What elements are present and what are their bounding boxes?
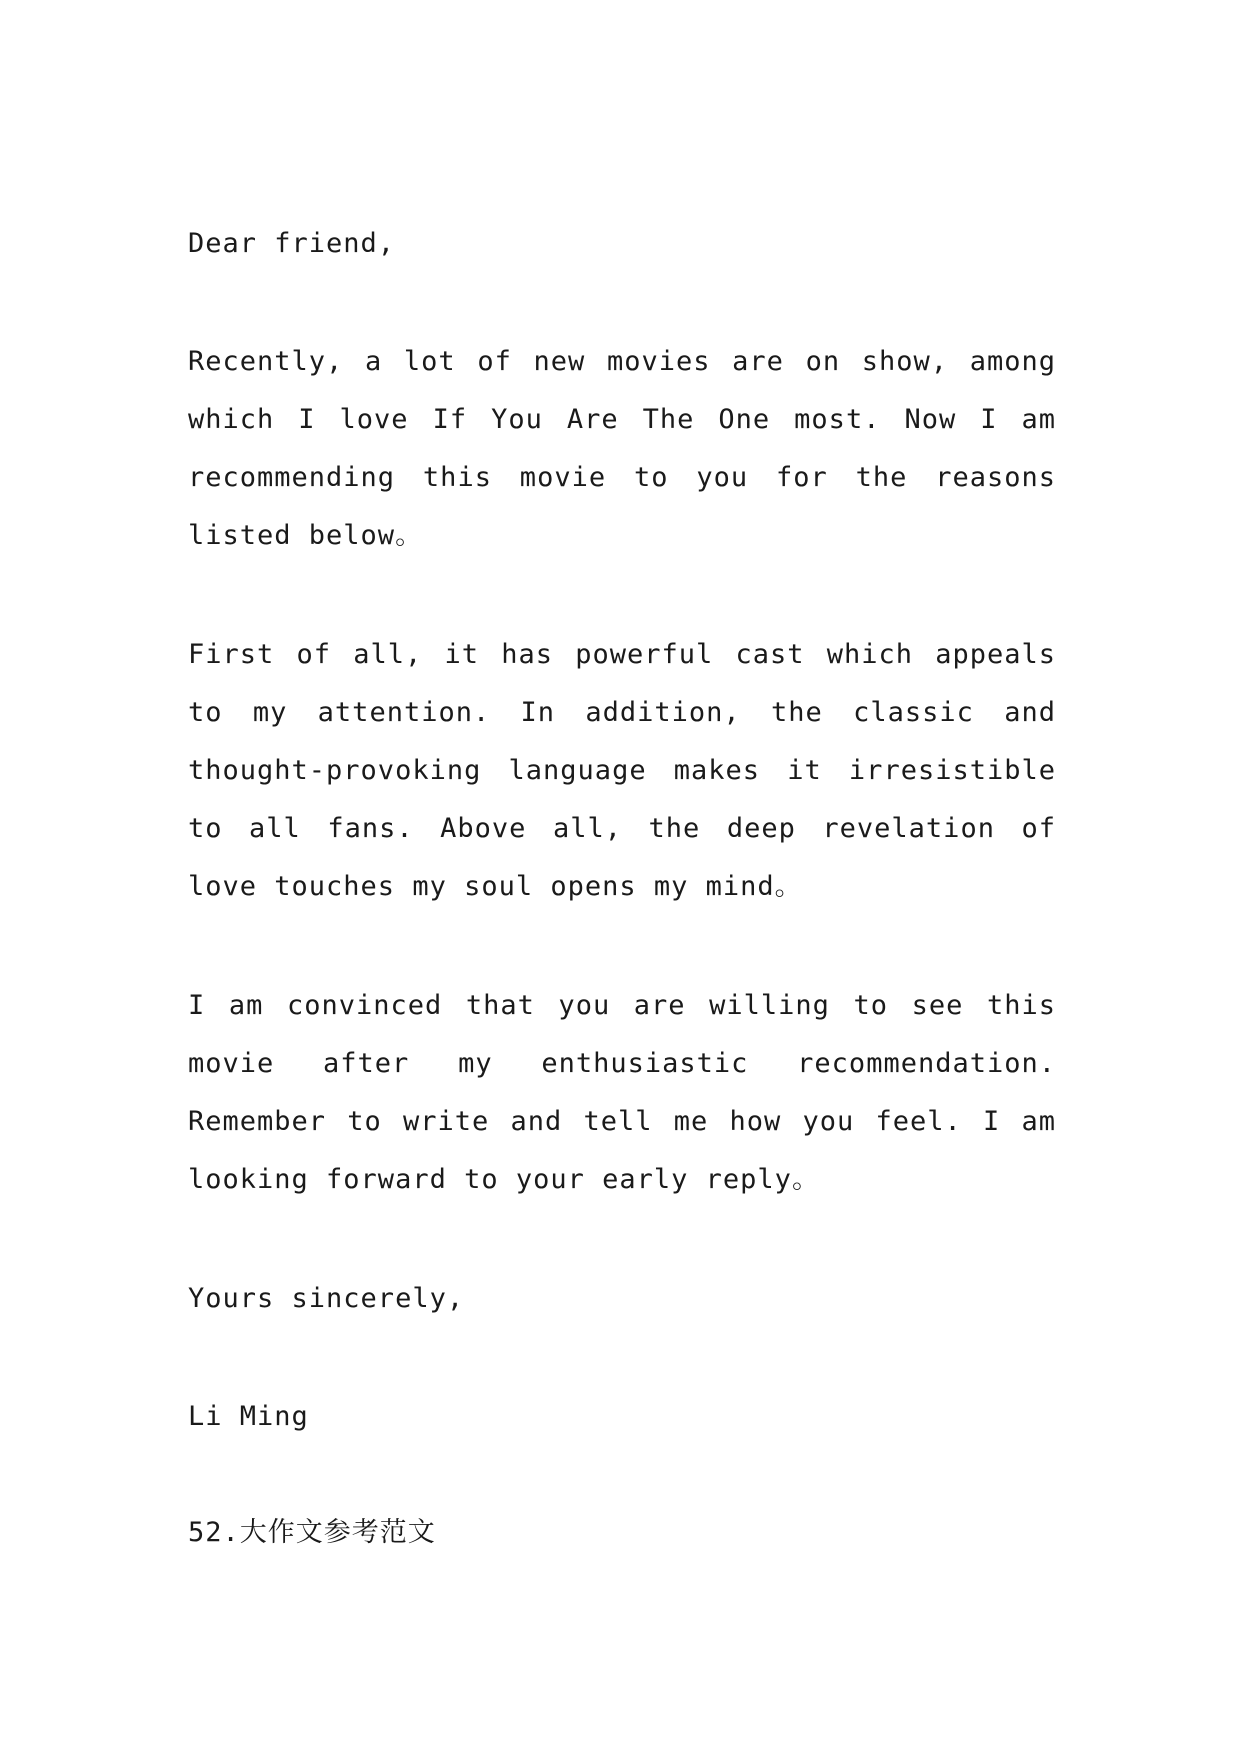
letter-paragraph-3: I am convinced that you are willing to see this movie after my enthusiastic recommendation. Remember to write and tell me how you feel. I am looking forward to your early reply。: [188, 990, 1056, 1195]
letter-paragraph-1: Recently, a lot of new movies are on show, among which I love If You Are The One most. Now I am recommending this movie to you for the reasons listed below。: [188, 346, 1056, 551]
section-heading: 52.大作文参考范文: [188, 1517, 436, 1548]
letter-signature: Li Ming: [188, 1401, 309, 1432]
letter-paragraph-2: First of all, it has powerful cast which appeals to my attention. In addition, the classic and thought-provoking language makes it irresistible to all fans. Above all, the deep revelation of love touches my soul opens my mind。: [188, 639, 1056, 902]
letter-closing: Yours sincerely,: [188, 1283, 465, 1314]
letter-greeting: Dear friend,: [188, 228, 396, 259]
